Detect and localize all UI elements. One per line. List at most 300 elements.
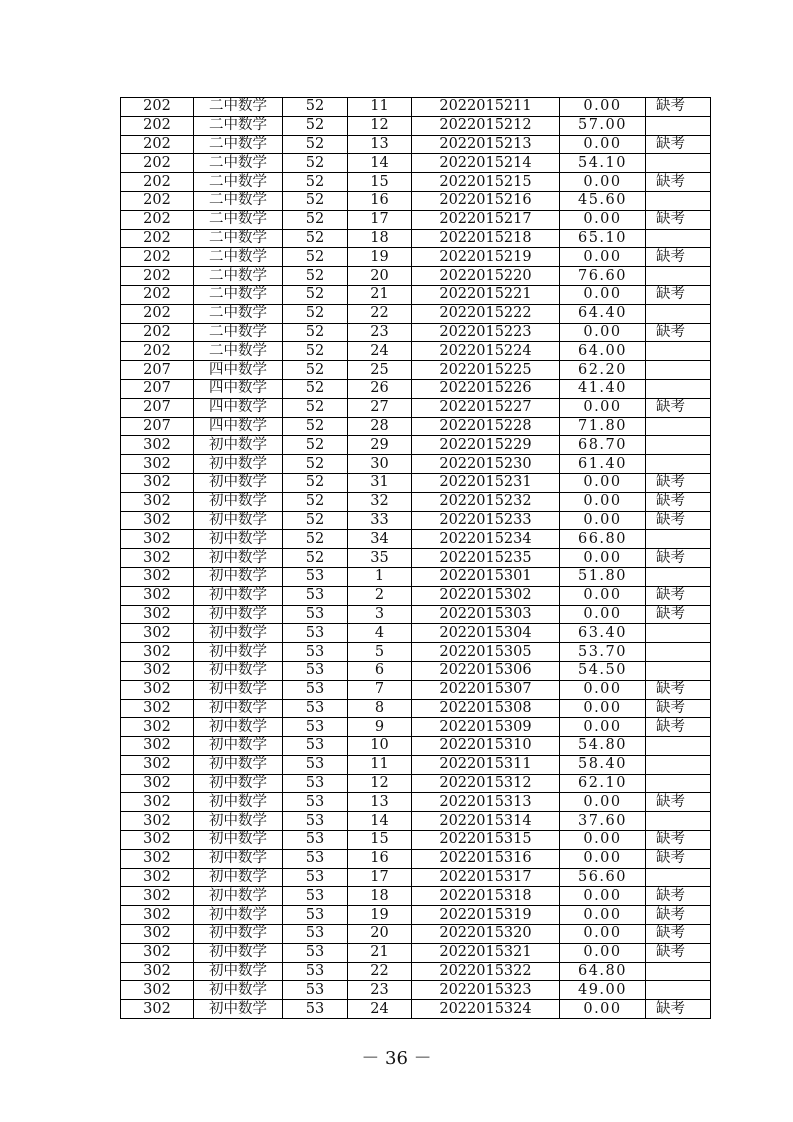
room-cell: 202 (121, 191, 194, 210)
table-row (121, 323, 711, 342)
subject-cell: 初中数学 (194, 605, 283, 624)
remark-cell: 缺考 (646, 511, 711, 530)
room-cell: 302 (121, 793, 194, 812)
seat-cell: 16 (348, 191, 412, 210)
seat-cell: 28 (348, 417, 412, 436)
score-cell: 41.40 (560, 379, 646, 398)
remark-cell (646, 981, 711, 1000)
exam-id-cell: 2022015226 (412, 379, 560, 398)
room-cell: 202 (121, 248, 194, 267)
seat-cell: 31 (348, 473, 412, 492)
class-cell: 52 (283, 248, 348, 267)
seat-cell: 9 (348, 718, 412, 737)
room-cell: 202 (121, 323, 194, 342)
table-row (121, 567, 711, 586)
room-cell: 302 (121, 812, 194, 831)
exam-id-cell: 2022015220 (412, 267, 560, 286)
table-row (121, 831, 711, 850)
remark-cell: 缺考 (646, 210, 711, 229)
table-row (121, 248, 711, 267)
room-cell: 202 (121, 173, 194, 192)
class-cell: 52 (283, 154, 348, 173)
remark-cell (646, 191, 711, 210)
class-cell: 52 (283, 285, 348, 304)
remark-cell: 缺考 (646, 586, 711, 605)
class-cell: 52 (283, 530, 348, 549)
exam-id-cell: 2022015219 (412, 248, 560, 267)
subject-cell: 初中数学 (194, 492, 283, 511)
exam-id-cell: 2022015211 (412, 98, 560, 117)
exam-id-cell: 2022015315 (412, 831, 560, 850)
seat-cell: 18 (348, 887, 412, 906)
score-cell: 0.00 (560, 605, 646, 624)
seat-cell: 22 (348, 962, 412, 981)
table-row (121, 173, 711, 192)
subject-cell: 四中数学 (194, 398, 283, 417)
table-row (121, 586, 711, 605)
exam-id-cell: 2022015319 (412, 906, 560, 925)
score-cell: 0.00 (560, 793, 646, 812)
class-cell: 52 (283, 398, 348, 417)
seat-cell: 2 (348, 586, 412, 605)
table-row (121, 549, 711, 568)
room-cell: 302 (121, 981, 194, 1000)
seat-cell: 14 (348, 812, 412, 831)
subject-cell: 初中数学 (194, 530, 283, 549)
table-row (121, 624, 711, 643)
subject-cell: 四中数学 (194, 379, 283, 398)
room-cell: 202 (121, 304, 194, 323)
subject-cell: 初中数学 (194, 793, 283, 812)
seat-cell: 29 (348, 436, 412, 455)
subject-cell: 初中数学 (194, 661, 283, 680)
remark-cell: 缺考 (646, 549, 711, 568)
seat-cell: 19 (348, 248, 412, 267)
exam-id-cell: 2022015304 (412, 624, 560, 643)
room-cell: 202 (121, 229, 194, 248)
subject-cell: 初中数学 (194, 962, 283, 981)
score-cell: 37.60 (560, 812, 646, 831)
class-cell: 53 (283, 755, 348, 774)
subject-cell: 初中数学 (194, 981, 283, 1000)
remark-cell (646, 661, 711, 680)
room-cell: 202 (121, 285, 194, 304)
seat-cell: 15 (348, 173, 412, 192)
remark-cell (646, 962, 711, 981)
subject-cell: 初中数学 (194, 849, 283, 868)
remark-cell (646, 116, 711, 135)
room-cell: 302 (121, 699, 194, 718)
remark-cell: 缺考 (646, 173, 711, 192)
class-cell: 52 (283, 98, 348, 117)
subject-cell: 初中数学 (194, 680, 283, 699)
class-cell: 53 (283, 925, 348, 944)
seat-cell: 25 (348, 361, 412, 380)
exam-id-cell: 2022015233 (412, 511, 560, 530)
remark-cell (646, 361, 711, 380)
room-cell: 302 (121, 1000, 194, 1019)
score-cell: 0.00 (560, 849, 646, 868)
room-cell: 302 (121, 567, 194, 586)
room-cell: 302 (121, 868, 194, 887)
score-cell: 58.40 (560, 755, 646, 774)
subject-cell: 初中数学 (194, 868, 283, 887)
subject-cell: 二中数学 (194, 342, 283, 361)
class-cell: 52 (283, 229, 348, 248)
subject-cell: 二中数学 (194, 154, 283, 173)
seat-cell: 4 (348, 624, 412, 643)
room-cell: 202 (121, 116, 194, 135)
class-cell: 52 (283, 304, 348, 323)
remark-cell (646, 379, 711, 398)
table-row (121, 1000, 711, 1019)
score-cell: 0.00 (560, 718, 646, 737)
exam-id-cell: 2022015225 (412, 361, 560, 380)
subject-cell: 初中数学 (194, 812, 283, 831)
class-cell: 53 (283, 661, 348, 680)
class-cell: 53 (283, 699, 348, 718)
room-cell: 302 (121, 549, 194, 568)
class-cell: 53 (283, 718, 348, 737)
remark-cell: 缺考 (646, 605, 711, 624)
subject-cell: 二中数学 (194, 285, 283, 304)
score-table (120, 97, 711, 1019)
subject-cell: 初中数学 (194, 643, 283, 662)
table-row (121, 398, 711, 417)
room-cell: 302 (121, 680, 194, 699)
class-cell: 53 (283, 624, 348, 643)
subject-cell: 初中数学 (194, 718, 283, 737)
class-cell: 52 (283, 511, 348, 530)
exam-id-cell: 2022015232 (412, 492, 560, 511)
seat-cell: 35 (348, 549, 412, 568)
score-cell: 0.00 (560, 173, 646, 192)
remark-cell: 缺考 (646, 718, 711, 737)
score-cell: 0.00 (560, 586, 646, 605)
seat-cell: 12 (348, 774, 412, 793)
score-cell: 0.00 (560, 323, 646, 342)
room-cell: 302 (121, 530, 194, 549)
table-row (121, 511, 711, 530)
score-cell: 76.60 (560, 267, 646, 286)
remark-cell: 缺考 (646, 98, 711, 117)
score-cell: 0.00 (560, 285, 646, 304)
room-cell: 202 (121, 135, 194, 154)
seat-cell: 24 (348, 342, 412, 361)
subject-cell: 二中数学 (194, 191, 283, 210)
class-cell: 52 (283, 116, 348, 135)
remark-cell: 缺考 (646, 887, 711, 906)
exam-id-cell: 2022015217 (412, 210, 560, 229)
score-cell: 62.20 (560, 361, 646, 380)
class-cell: 53 (283, 943, 348, 962)
room-cell: 302 (121, 643, 194, 662)
score-cell: 0.00 (560, 680, 646, 699)
exam-id-cell: 2022015322 (412, 962, 560, 981)
subject-cell: 初中数学 (194, 567, 283, 586)
remark-cell: 缺考 (646, 1000, 711, 1019)
exam-id-cell: 2022015235 (412, 549, 560, 568)
remark-cell: 缺考 (646, 943, 711, 962)
class-cell: 52 (283, 417, 348, 436)
class-cell: 53 (283, 849, 348, 868)
table-row (121, 887, 711, 906)
table-row (121, 718, 711, 737)
score-cell: 0.00 (560, 473, 646, 492)
score-cell: 68.70 (560, 436, 646, 455)
class-cell: 53 (283, 793, 348, 812)
seat-cell: 20 (348, 267, 412, 286)
score-cell: 54.80 (560, 737, 646, 756)
room-cell: 207 (121, 361, 194, 380)
seat-cell: 13 (348, 793, 412, 812)
exam-id-cell: 2022015229 (412, 436, 560, 455)
room-cell: 302 (121, 925, 194, 944)
exam-id-cell: 2022015314 (412, 812, 560, 831)
score-cell: 0.00 (560, 699, 646, 718)
table-row (121, 304, 711, 323)
seat-cell: 21 (348, 943, 412, 962)
remark-cell: 缺考 (646, 699, 711, 718)
class-cell: 53 (283, 887, 348, 906)
seat-cell: 5 (348, 643, 412, 662)
room-cell: 302 (121, 774, 194, 793)
class-cell: 53 (283, 981, 348, 1000)
class-cell: 52 (283, 210, 348, 229)
seat-cell: 14 (348, 154, 412, 173)
exam-id-cell: 2022015316 (412, 849, 560, 868)
room-cell: 302 (121, 887, 194, 906)
table-row (121, 210, 711, 229)
subject-cell: 二中数学 (194, 248, 283, 267)
subject-cell: 初中数学 (194, 774, 283, 793)
exam-id-cell: 2022015310 (412, 737, 560, 756)
exam-id-cell: 2022015223 (412, 323, 560, 342)
class-cell: 52 (283, 267, 348, 286)
exam-id-cell: 2022015312 (412, 774, 560, 793)
class-cell: 52 (283, 379, 348, 398)
seat-cell: 26 (348, 379, 412, 398)
remark-cell (646, 267, 711, 286)
exam-id-cell: 2022015234 (412, 530, 560, 549)
remark-cell: 缺考 (646, 831, 711, 850)
exam-id-cell: 2022015302 (412, 586, 560, 605)
room-cell: 207 (121, 379, 194, 398)
exam-id-cell: 2022015224 (412, 342, 560, 361)
class-cell: 52 (283, 436, 348, 455)
table-row (121, 116, 711, 135)
class-cell: 53 (283, 962, 348, 981)
room-cell: 302 (121, 473, 194, 492)
room-cell: 302 (121, 455, 194, 474)
remark-cell (646, 643, 711, 662)
room-cell: 302 (121, 737, 194, 756)
table-row (121, 737, 711, 756)
room-cell: 302 (121, 605, 194, 624)
table-row (121, 680, 711, 699)
class-cell: 52 (283, 455, 348, 474)
table-row (121, 699, 711, 718)
table-row (121, 342, 711, 361)
seat-cell: 13 (348, 135, 412, 154)
score-cell: 0.00 (560, 248, 646, 267)
remark-cell: 缺考 (646, 680, 711, 699)
seat-cell: 23 (348, 323, 412, 342)
class-cell: 52 (283, 492, 348, 511)
exam-id-cell: 2022015305 (412, 643, 560, 662)
class-cell: 53 (283, 737, 348, 756)
room-cell: 302 (121, 718, 194, 737)
page-number: － 36 － (361, 1048, 432, 1069)
subject-cell: 二中数学 (194, 267, 283, 286)
class-cell: 52 (283, 549, 348, 568)
seat-cell: 6 (348, 661, 412, 680)
room-cell: 207 (121, 398, 194, 417)
score-cell: 0.00 (560, 98, 646, 117)
seat-cell: 27 (348, 398, 412, 417)
score-cell: 65.10 (560, 229, 646, 248)
seat-cell: 17 (348, 868, 412, 887)
exam-id-cell: 2022015317 (412, 868, 560, 887)
class-cell: 52 (283, 361, 348, 380)
score-cell: 0.00 (560, 831, 646, 850)
exam-id-cell: 2022015213 (412, 135, 560, 154)
table-row (121, 906, 711, 925)
remark-cell (646, 417, 711, 436)
score-cell: 71.80 (560, 417, 646, 436)
score-cell: 0.00 (560, 398, 646, 417)
score-cell: 0.00 (560, 1000, 646, 1019)
remark-cell (646, 868, 711, 887)
score-cell: 0.00 (560, 210, 646, 229)
seat-cell: 23 (348, 981, 412, 1000)
table-row (121, 436, 711, 455)
room-cell: 302 (121, 492, 194, 511)
seat-cell: 15 (348, 831, 412, 850)
seat-cell: 24 (348, 1000, 412, 1019)
exam-id-cell: 2022015311 (412, 755, 560, 774)
score-cell: 56.60 (560, 868, 646, 887)
remark-cell: 缺考 (646, 925, 711, 944)
seat-cell: 33 (348, 511, 412, 530)
table-row (121, 98, 711, 117)
seat-cell: 17 (348, 210, 412, 229)
class-cell: 53 (283, 774, 348, 793)
remark-cell (646, 624, 711, 643)
room-cell: 202 (121, 267, 194, 286)
exam-id-cell: 2022015306 (412, 661, 560, 680)
subject-cell: 初中数学 (194, 925, 283, 944)
subject-cell: 初中数学 (194, 511, 283, 530)
table-row (121, 135, 711, 154)
score-cell: 0.00 (560, 135, 646, 154)
subject-cell: 二中数学 (194, 98, 283, 117)
class-cell: 52 (283, 323, 348, 342)
exam-id-cell: 2022015323 (412, 981, 560, 1000)
room-cell: 302 (121, 755, 194, 774)
remark-cell (646, 774, 711, 793)
exam-id-cell: 2022015215 (412, 173, 560, 192)
seat-cell: 34 (348, 530, 412, 549)
seat-cell: 16 (348, 849, 412, 868)
subject-cell: 初中数学 (194, 586, 283, 605)
score-cell: 0.00 (560, 511, 646, 530)
class-cell: 52 (283, 342, 348, 361)
score-cell: 51.80 (560, 567, 646, 586)
subject-cell: 初中数学 (194, 624, 283, 643)
table-row (121, 379, 711, 398)
remark-cell: 缺考 (646, 398, 711, 417)
remark-cell: 缺考 (646, 285, 711, 304)
table-row (121, 417, 711, 436)
subject-cell: 初中数学 (194, 436, 283, 455)
exam-id-cell: 2022015222 (412, 304, 560, 323)
remark-cell (646, 154, 711, 173)
room-cell: 207 (121, 417, 194, 436)
remark-cell: 缺考 (646, 793, 711, 812)
exam-id-cell: 2022015309 (412, 718, 560, 737)
score-cell: 57.00 (560, 116, 646, 135)
score-cell: 61.40 (560, 455, 646, 474)
exam-id-cell: 2022015301 (412, 567, 560, 586)
score-cell: 53.70 (560, 643, 646, 662)
score-cell: 64.00 (560, 342, 646, 361)
score-cell: 63.40 (560, 624, 646, 643)
subject-cell: 二中数学 (194, 304, 283, 323)
table-row (121, 925, 711, 944)
remark-cell: 缺考 (646, 248, 711, 267)
room-cell: 202 (121, 342, 194, 361)
table-row (121, 530, 711, 549)
room-cell: 302 (121, 943, 194, 962)
score-cell: 0.00 (560, 549, 646, 568)
room-cell: 302 (121, 831, 194, 850)
score-cell: 64.40 (560, 304, 646, 323)
class-cell: 53 (283, 1000, 348, 1019)
remark-cell: 缺考 (646, 473, 711, 492)
table-row (121, 849, 711, 868)
table-row (121, 191, 711, 210)
room-cell: 302 (121, 661, 194, 680)
class-cell: 53 (283, 680, 348, 699)
subject-cell: 二中数学 (194, 116, 283, 135)
room-cell: 302 (121, 586, 194, 605)
score-table-body (121, 98, 711, 1019)
seat-cell: 21 (348, 285, 412, 304)
table-row (121, 981, 711, 1000)
table-row (121, 943, 711, 962)
score-cell: 0.00 (560, 887, 646, 906)
class-cell: 52 (283, 191, 348, 210)
remark-cell (646, 304, 711, 323)
remark-cell: 缺考 (646, 323, 711, 342)
table-row (121, 267, 711, 286)
subject-cell: 二中数学 (194, 210, 283, 229)
table-row (121, 812, 711, 831)
seat-cell: 11 (348, 755, 412, 774)
subject-cell: 初中数学 (194, 831, 283, 850)
class-cell: 53 (283, 906, 348, 925)
remark-cell: 缺考 (646, 849, 711, 868)
table-row (121, 793, 711, 812)
subject-cell: 初中数学 (194, 473, 283, 492)
remark-cell: 缺考 (646, 492, 711, 511)
room-cell: 202 (121, 154, 194, 173)
remark-cell (646, 436, 711, 455)
table-row (121, 455, 711, 474)
exam-id-cell: 2022015321 (412, 943, 560, 962)
remark-cell: 缺考 (646, 135, 711, 154)
